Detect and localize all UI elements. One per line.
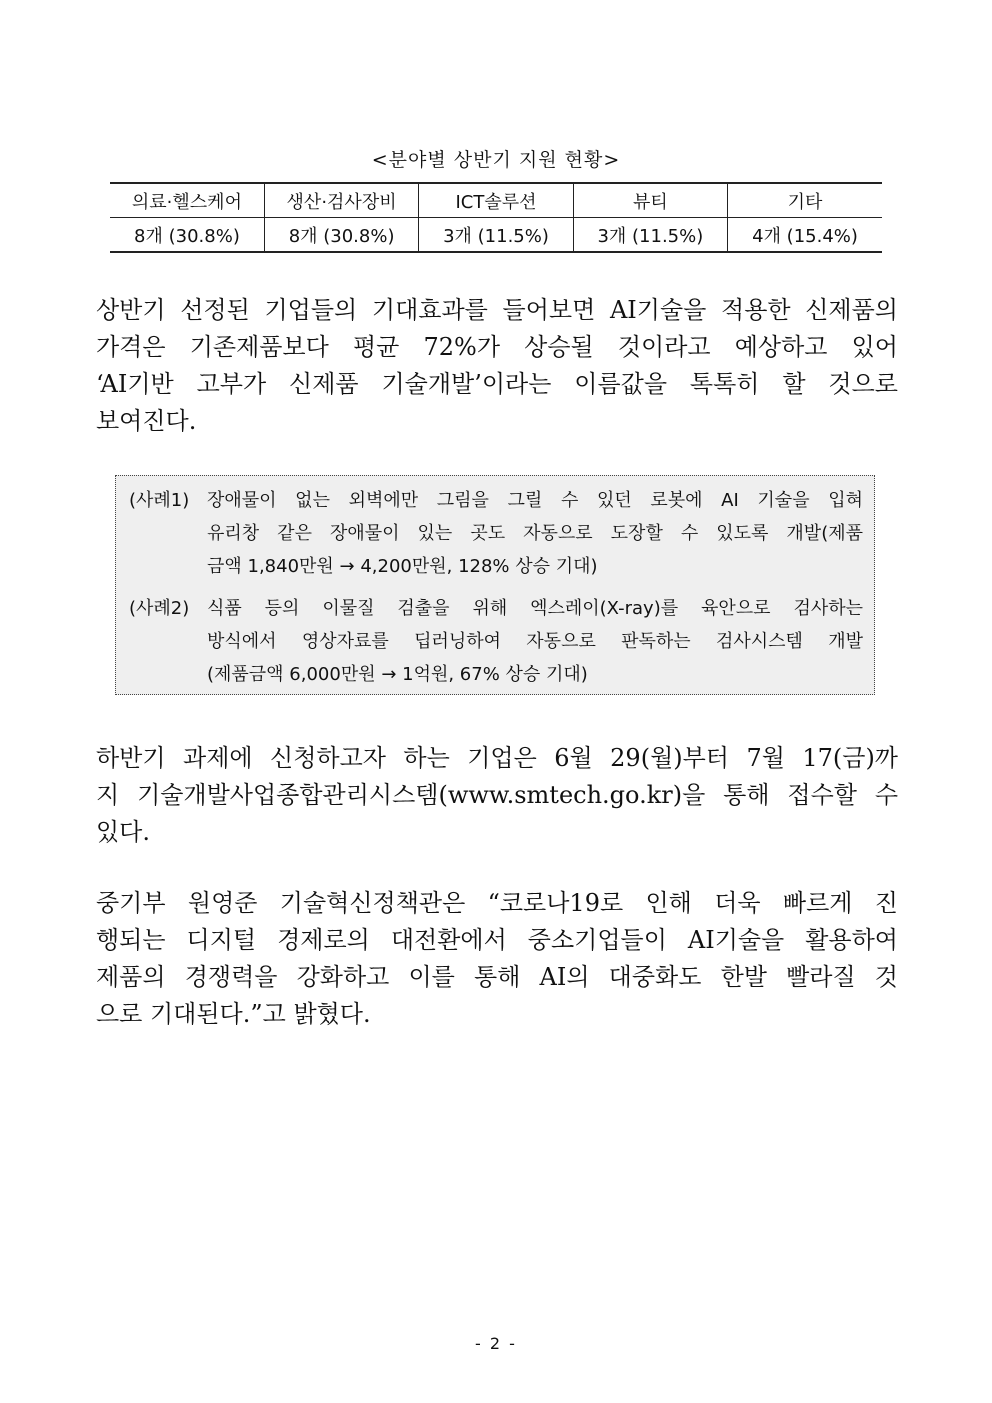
header-cell-ict: ICT솔루션: [419, 183, 573, 218]
value-cell-medical: 8개 (30.8%): [110, 218, 264, 253]
case-line: 금액 1,840만원 → 4,200만원, 128% 상승 기대): [207, 556, 598, 577]
value-cell-other: 4개 (15.4%): [728, 218, 882, 253]
paragraph-line: 가격은 기존제품보다 평균 72%가 상승될 것이라고 예상하고 있어: [96, 333, 898, 361]
case-tag: (사례1): [129, 490, 190, 511]
paragraph-quote: [96, 885, 898, 1033]
paragraph-line: 있다.: [96, 818, 150, 846]
case-tag: (사례2): [129, 598, 190, 619]
header-cell-other: 기타: [728, 183, 882, 218]
table-header-row: [110, 183, 882, 218]
paragraph-line: 하반기 과제에 신청하고자 하는 기업은 6월 29(월)부터 7월 17(금)까: [96, 744, 898, 772]
page-number: - 2 -: [475, 1334, 517, 1353]
table-title: <분야별 상반기 지원 현황>: [371, 149, 621, 171]
paragraph-line: 지 기술개발사업종합관리시스템(www.smtech.go.kr)을 통해 접수할 수: [96, 781, 898, 809]
case-line: 유리창 같은 장애물이 있는 곳도 자동으로 도장할 수 있도록 개발(제품: [207, 523, 863, 544]
case-line: 방식에서 영상자료를 딥러닝하여 자동으로 판독하는 검사시스템 개발: [207, 631, 863, 652]
support-status-table: [110, 182, 882, 253]
case-line: (제품금액 6,000만원 → 1억원, 67% 상승 기대): [207, 664, 588, 685]
value-cell-beauty: 3개 (11.5%): [573, 218, 727, 253]
paragraph-line: 으로 기대된다.”고 밝혔다.: [96, 1000, 371, 1028]
case-examples-box: [115, 475, 875, 695]
value-cell-ict: 3개 (11.5%): [419, 218, 573, 253]
paragraph-line: 중기부 원영준 기술혁신정책관은 “코로나19로 인해 더욱 빠르게 진: [96, 889, 898, 917]
table-value-row: [110, 218, 882, 253]
paragraph-application: [96, 740, 898, 851]
paragraph-line: ‘AI기반 고부가 신제품 기술개발’이라는 이름값을 톡톡히 할 것으로: [96, 370, 898, 398]
header-cell-production: 생산·검사장비: [264, 183, 418, 218]
case-body: [207, 592, 863, 691]
paragraph-expected-effects: [96, 292, 898, 440]
paragraph-line: 행되는 디지털 경제로의 대전환에서 중소기업들이 AI기술을 활용하여: [96, 926, 898, 954]
header-cell-medical: 의료·헬스케어: [110, 183, 264, 218]
value-cell-production: 8개 (30.8%): [264, 218, 418, 253]
case-body: [207, 484, 863, 583]
header-cell-beauty: 뷰티: [573, 183, 727, 218]
paragraph-line: 상반기 선정된 기업들의 기대효과를 들어보면 AI기술을 적용한 신제품의: [96, 296, 898, 324]
case-line: 식품 등의 이물질 검출을 위해 엑스레이(X-ray)를 육안으로 검사하는: [207, 598, 863, 619]
case-line: 장애물이 없는 외벽에만 그림을 그릴 수 있던 로봇에 AI 기술을 입혀: [207, 490, 863, 511]
paragraph-line: 보여진다.: [96, 407, 197, 435]
paragraph-line: 제품의 경쟁력을 강화하고 이를 통해 AI의 대중화도 한발 빨라질 것: [96, 963, 898, 991]
